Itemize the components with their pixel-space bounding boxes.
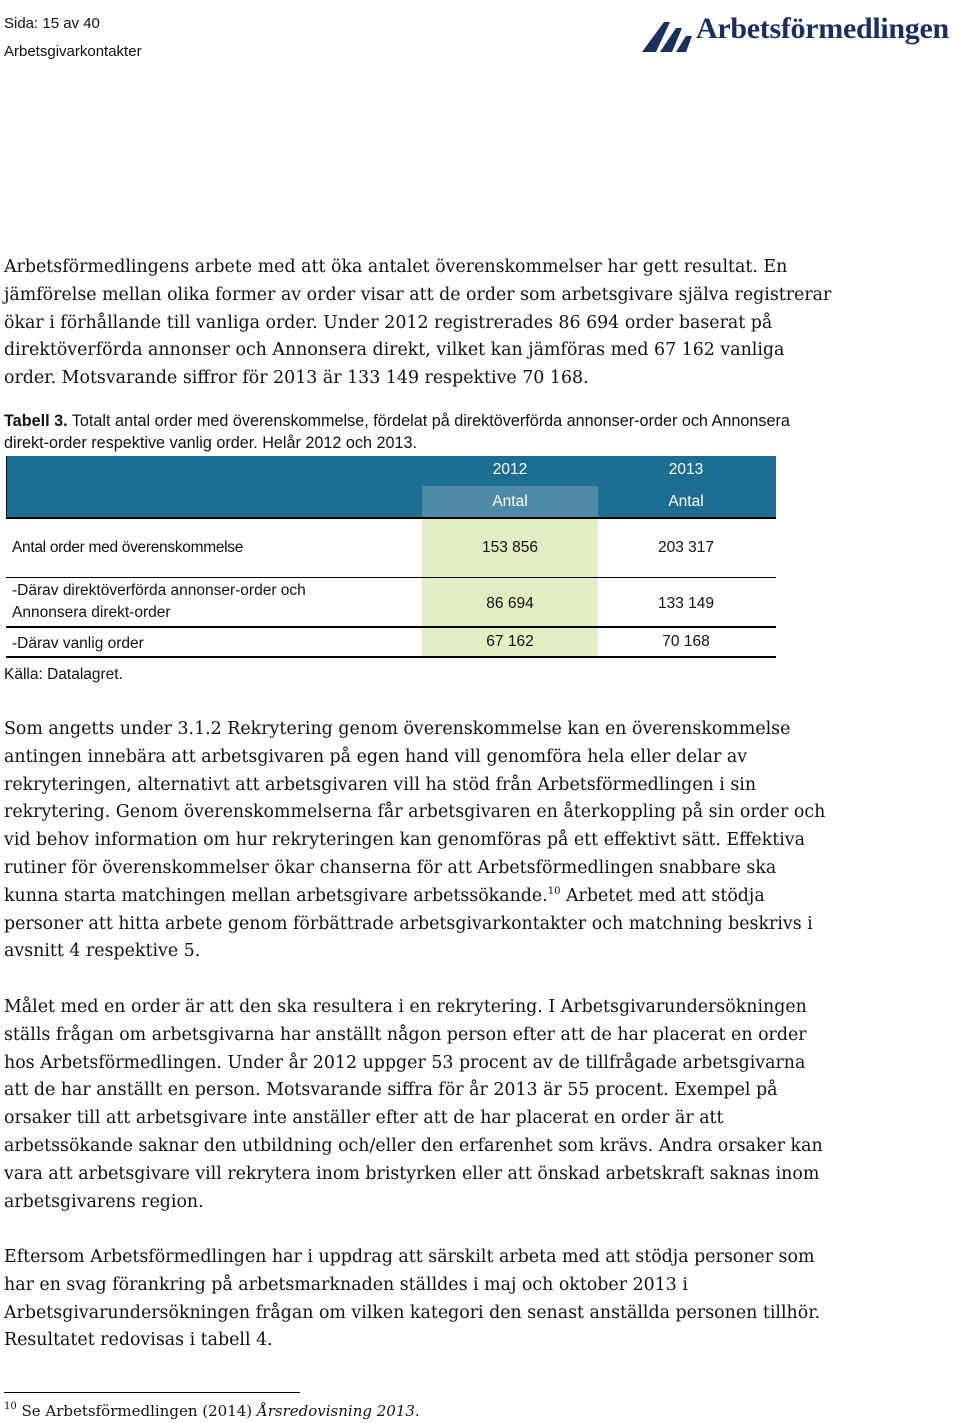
logo-mark-icon — [640, 16, 694, 56]
footnote — [4, 1400, 420, 1422]
paragraph-support: Eftersom Arbetsförmedlingen har i uppdrag att särskilt arbeta med att stödja personer som har en svag förankring på arbetsmarknaden ställdes i maj och oktober 2013 i Arbetsgivarundersökningen frågan om vilken kategori den senast anställda personen tillhör. Resultatet redovisas i tabell 4. — [4, 1247, 821, 1351]
footnote-text: Se Arbetsförmedlingen (2014) — [16, 1402, 257, 1420]
row-divider-1 — [6, 577, 776, 578]
header-year-2013: 2013 — [668, 461, 704, 478]
paragraph-agreements-b: Arbetet med att stödja personer att hitta arbete genom förbättrade arbetsgivarkontakter och matchning beskrivs i avsnitt 4 respektive 5. — [4, 885, 813, 962]
header-year-2012: 2012 — [492, 461, 528, 478]
paragraph-agreements — [4, 716, 834, 966]
header-antal-2013: Antal — [668, 493, 704, 510]
header-antal-2012: Antal — [492, 493, 528, 510]
row-total-2012: 153 856 — [481, 539, 539, 556]
table-caption-text: Totalt antal order med överenskommelse, fördelat på direktöverförda annonser-order och Annonsera direkt-order respektive vanlig order. Helår 2012 och 2013. — [4, 412, 790, 452]
arbetsformedlingen-logo — [640, 10, 960, 56]
logo-text: Arbetsförmedlingen — [696, 12, 949, 45]
row-regular-label: -Därav vanlig order — [12, 635, 144, 652]
row-direct-label: -Därav direktöverförda annonser-order och Annonsera direkt-order — [12, 582, 306, 621]
row-total-2013: 203 317 — [657, 539, 715, 556]
footnote-separator — [4, 1392, 300, 1393]
row-divider-2 — [6, 626, 776, 628]
section-title: Arbetsgivarkontakter — [4, 43, 142, 60]
row-total-label: Antal order med överenskommelse — [12, 539, 244, 556]
table-source: Källa: Datalagret. — [4, 666, 123, 683]
order-table — [0, 456, 776, 658]
footnote-title: Årsredovisning 2013 — [256, 1402, 415, 1420]
row-regular-2012: 67 162 — [486, 633, 534, 650]
header-divider — [6, 517, 776, 519]
page-number: Sida: 15 av 40 — [4, 15, 100, 32]
footnote-number: 10 — [4, 1401, 17, 1412]
intro-paragraph: Arbetsförmedlingens arbete med att öka antalet överenskommelser har gett resultat. En jämförelse mellan olika former av order visar att de order som arbetsgivare själva registrerar ökar i förhållande till vanliga order. Under 2012 registrerades 86 694 order baserat på direktöverförda annonser och Annonsera direkt, vilket kan jämföras med 67 162 vanliga order. Motsvarande siffror för 2013 är 133 149 respektive 70 168. — [4, 257, 832, 389]
table-left-border — [6, 456, 7, 518]
footnote-ref[interactable]: 10 — [547, 885, 561, 897]
table-caption — [4, 410, 834, 454]
page-header — [4, 10, 142, 66]
table-bottom-border — [6, 656, 776, 658]
row-regular-2013: 70 168 — [662, 633, 710, 650]
paragraph-agreements-a: Som angetts under 3.1.2 Rekrytering genom överenskommelse kan en överenskommelse antingen innebära att arbetsgivaren på egen hand vill genomföra hela eller delar av rekryteringen, alternativt att arbetsgivaren vill ha stöd från Arbetsförmedlingen i sin rekrytering. Genom överenskommelserna får arbetsgivaren en återkoppling på sin order och vid behov information om hur rekryteringen kan genomföras på ett effektivt sätt. Effektiva rutiner för överenskommelser ökar chanserna för att Arbetsförmedlingen snabbare ska kunna starta matchingen mellan arbetsgivare arbetssökande. — [4, 719, 826, 906]
paragraph-order-goal: Målet med en order är att den ska resultera i en rekrytering. I Arbetsgivarundersökningen ställs frågan om arbetsgivarna har anställt någon person efter att de har placerat en order hos Arbetsförmedlingen. Under år 2012 uppger 53 procent av de tillfrågade arbetsgivarna att de har anställt en person. Motsvarande siffra för år 2013 är 55 procent. Exempel på orsaker till att arbetsgivare inte anställer efter att de har placerat en order är att arbetssökande saknar den utbildning och/eller den erfarenhet som krävs. Andra orsaker kan vara att arbetsgivare vill rekrytera inom bristyrken eller att önskad arbetskraft saknas inom arbetsgivarens region. — [4, 997, 823, 1212]
footnote-end: . — [414, 1402, 420, 1420]
table-caption-label: Tabell 3. — [4, 412, 68, 430]
row-direct-2013: 133 149 — [657, 595, 715, 612]
row-direct-2012: 86 694 — [486, 595, 534, 612]
